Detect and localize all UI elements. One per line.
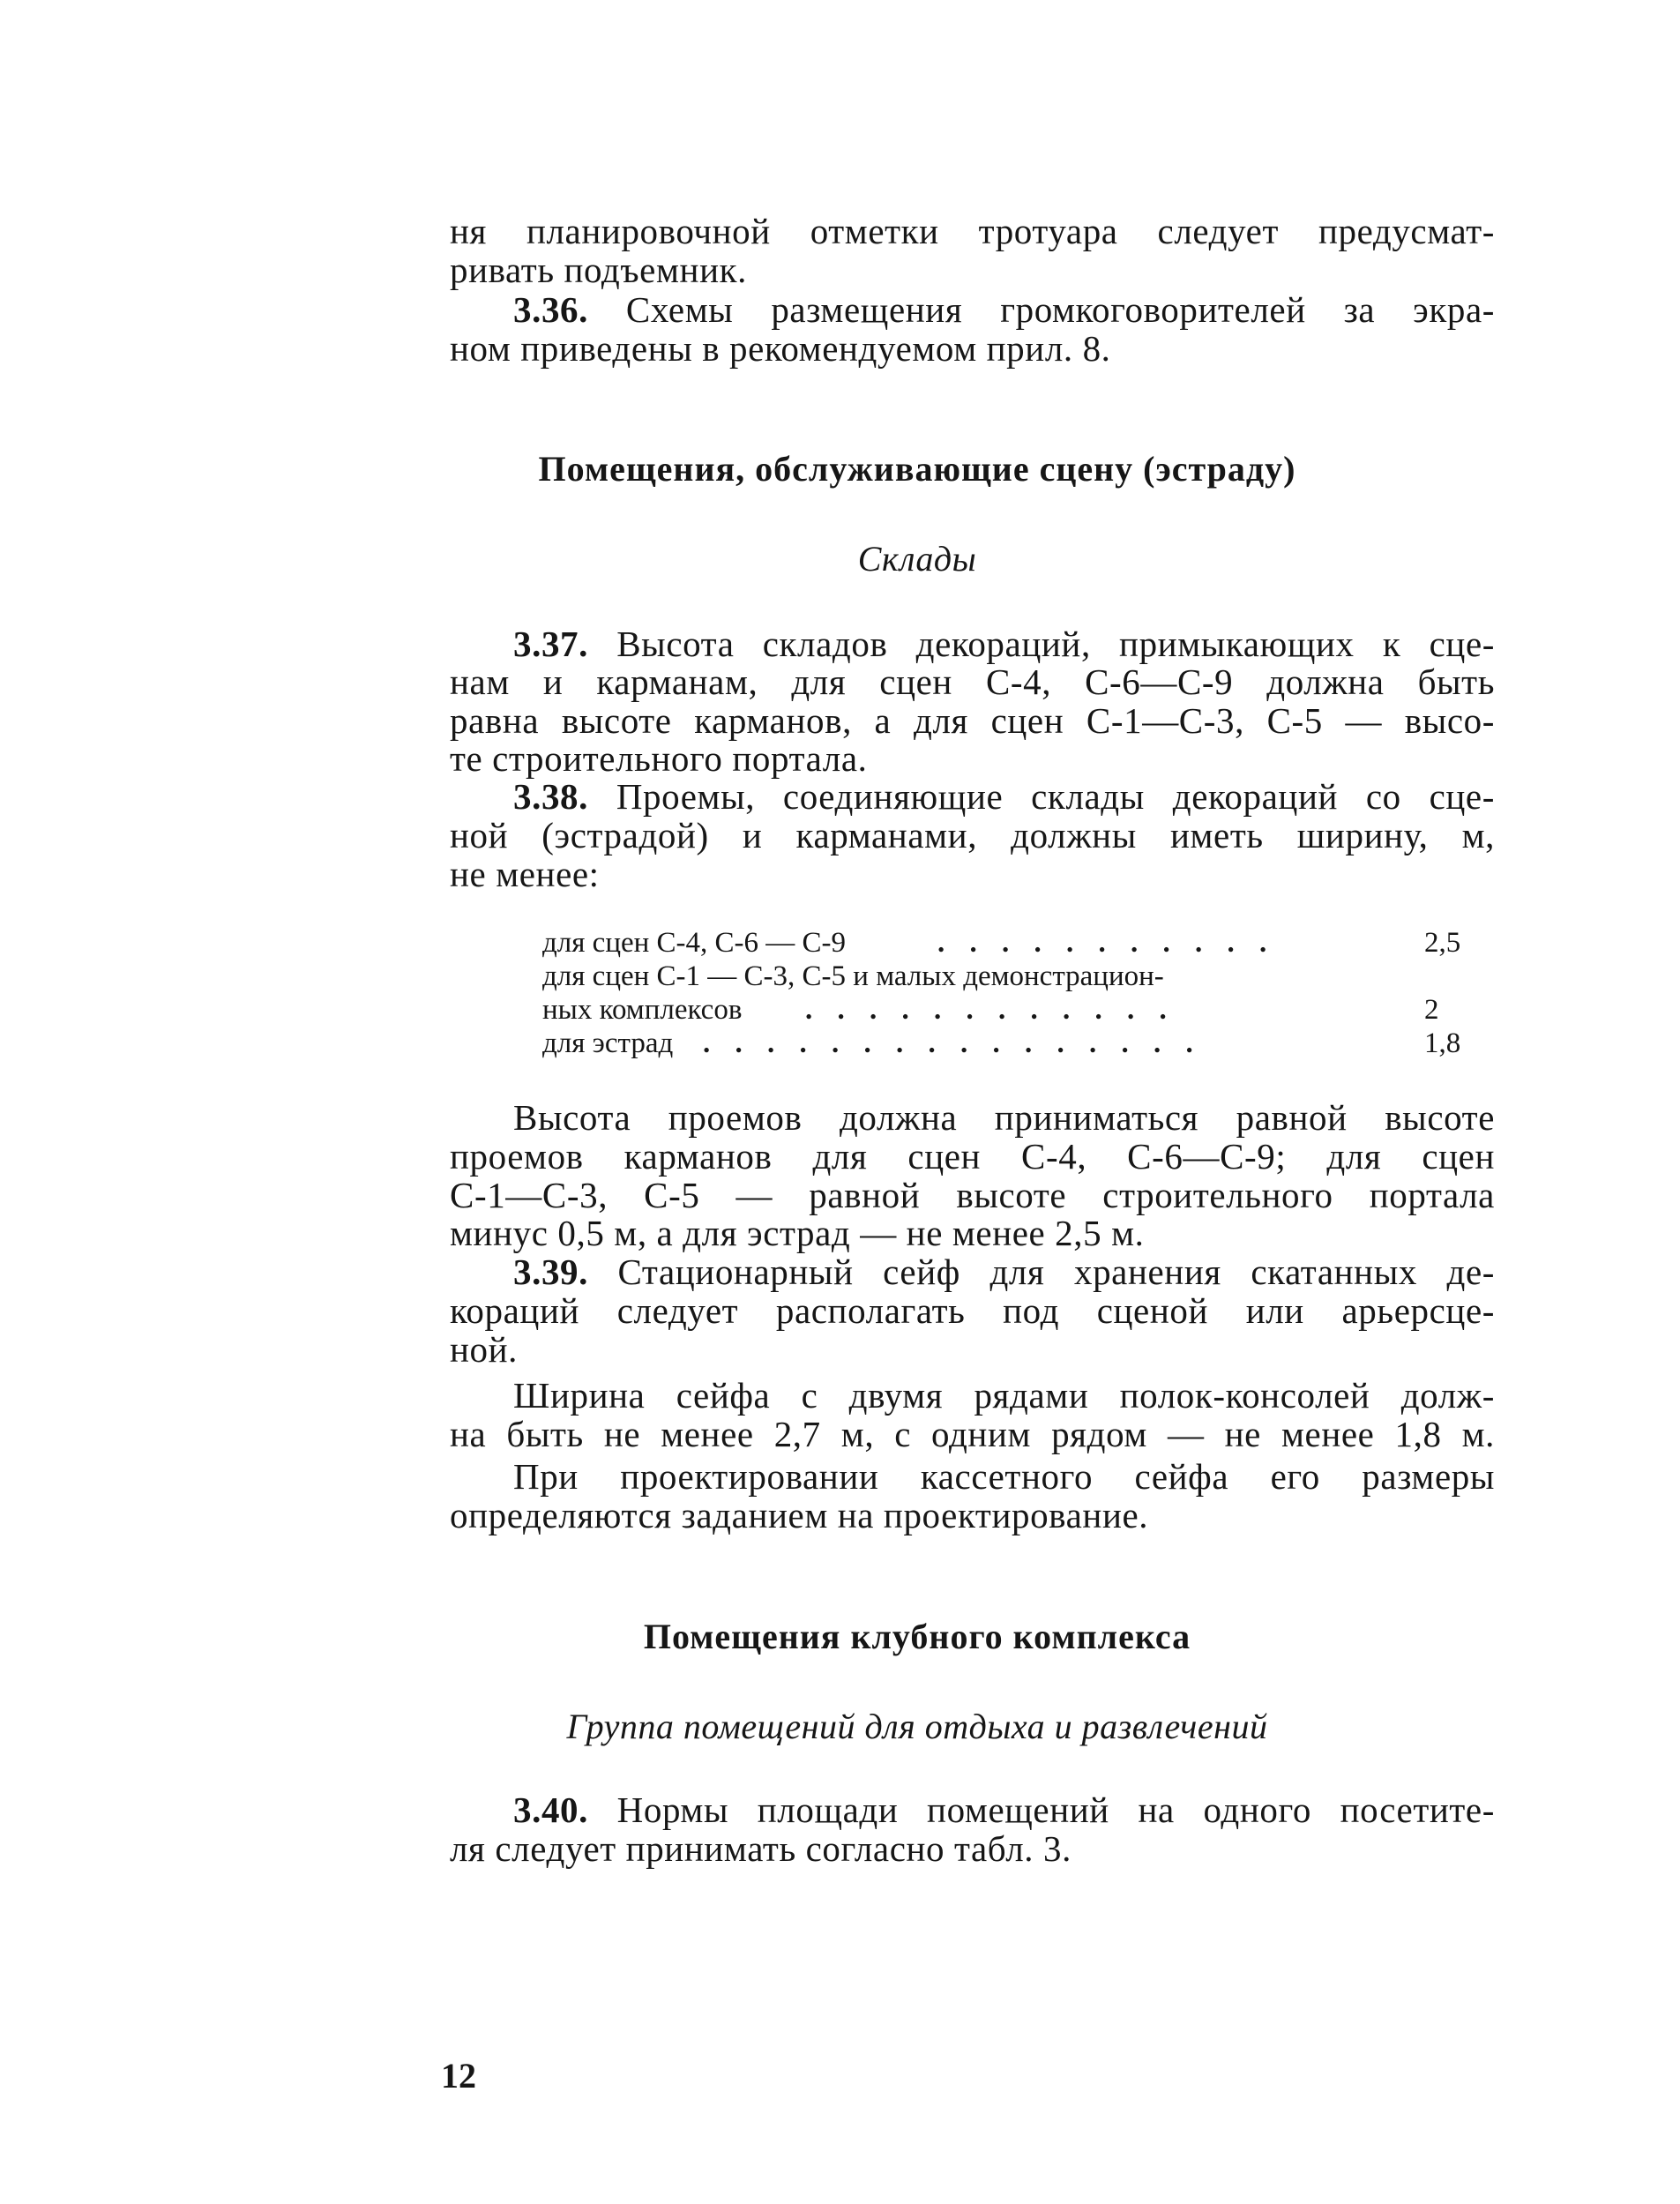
clause-3-37-line: 3.37. Высота складов декораций, примыкающих к сце- xyxy=(513,624,1495,664)
paragraph-line: С-1—С-3, С-5 — равной высоте строительного портала xyxy=(450,1175,1495,1215)
clause-3-36-line: ном приведены в рекомендуемом прил. 8. xyxy=(450,328,1111,369)
clause-3-37-line: равна высоте карманов, а для сцен С-1—С-3, С-5 — высо- xyxy=(450,700,1495,741)
clause-3-39-line: ной. xyxy=(450,1329,519,1370)
section-subheading: Группа помещений для отдыха и развлечений xyxy=(566,1707,1268,1746)
clause-number: 3.38. xyxy=(513,776,588,817)
page-number: 12 xyxy=(441,2056,476,2096)
paragraph-line: ня планировочной отметки тротуара следует предусмат- xyxy=(450,211,1495,251)
clause-3-37-line: те строительного портала. xyxy=(450,738,868,779)
section-subheading: Склады xyxy=(857,539,977,579)
paragraph-line: проемов карманов для сцен С-4, С-6—С-9; для сцен xyxy=(450,1136,1495,1177)
clause-3-38-line: 3.38. Проемы, соединяющие склады декораций со сце- xyxy=(513,776,1495,817)
clause-3-40-line: 3.40. Нормы площади помещений на одного посетите- xyxy=(513,1789,1495,1830)
clause-3-40-line: ля следует принимать согласно табл. 3. xyxy=(450,1828,1071,1869)
paragraph-line: Ширина сейфа с двумя рядами полок-консолей долж- xyxy=(513,1375,1495,1416)
clause-number: 3.40. xyxy=(513,1789,588,1830)
clause-number: 3.39. xyxy=(513,1251,588,1292)
paragraph-line: При проектировании кассетного сейфа его размеры xyxy=(513,1456,1495,1497)
clause-3-36-line: 3.36. Схемы размещения громкоговорителей за экра- xyxy=(513,289,1495,330)
clause-number: 3.36. xyxy=(513,289,588,330)
paragraph-line: на быть не менее 2,7 м, с одним рядом — не менее 1,8 м. xyxy=(450,1414,1495,1454)
paragraph-line: Высота проемов должна приниматься равной высоте xyxy=(513,1097,1495,1138)
paragraph-line: ривать подъемник. xyxy=(450,250,747,290)
section-heading: Помещения клубного комплекса xyxy=(643,1617,1191,1656)
section-heading: Помещения, обслуживающие сцену (эстраду) xyxy=(538,449,1296,489)
paragraph-line: определяются заданием на проектирование. xyxy=(450,1495,1149,1535)
clause-number: 3.37. xyxy=(513,624,588,664)
clause-3-39-line: кораций следует располагать под сценой или арьерсце- xyxy=(450,1290,1495,1331)
clause-3-37-line: нам и карманам, для сцен С-4, С-6—С-9 должна быть xyxy=(450,661,1495,702)
clause-3-39-line: 3.39. Стационарный сейф для хранения скатанных де- xyxy=(513,1251,1495,1292)
clause-3-38-line: ной (эстрадой) и карманами, должны иметь ширину, м, xyxy=(450,815,1495,855)
clause-3-38-line: не менее: xyxy=(450,854,600,894)
paragraph-line: минус 0,5 м, а для эстрад — не менее 2,5 м. xyxy=(450,1213,1145,1253)
